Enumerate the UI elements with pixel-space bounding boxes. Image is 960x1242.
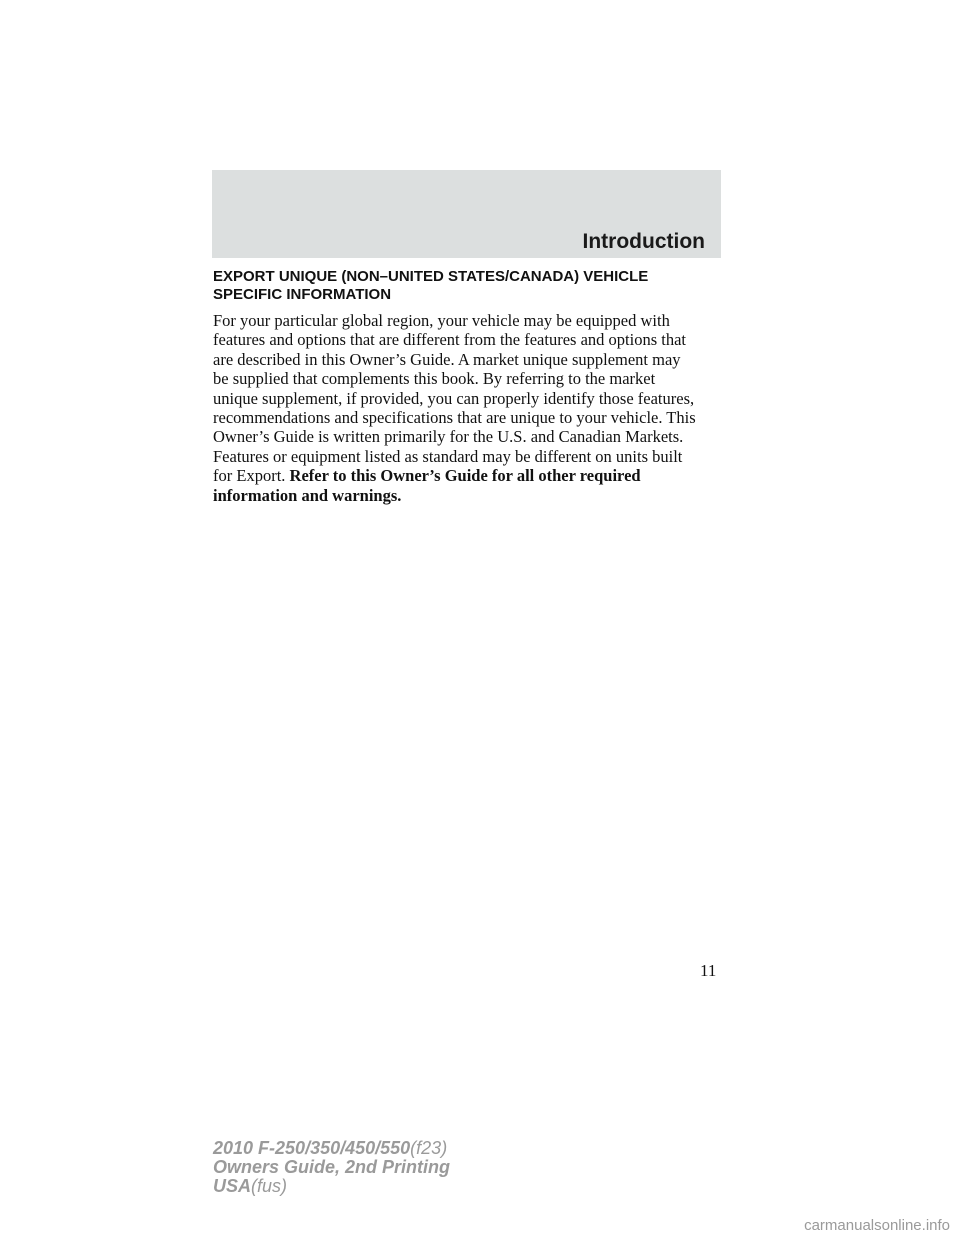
paragraph-line: are described in this Owner’s Guide. A market unique supplement may [213, 349, 681, 369]
body-paragraph [213, 311, 723, 505]
paragraph-line: Owner’s Guide is written primarily for the U.S. and Canadian Markets. [213, 427, 684, 447]
paragraph-line: Features or equipment listed as standard may be different on units built [213, 446, 683, 466]
watermark: carmanualsonline.info [804, 1217, 950, 1234]
heading-line: SPECIFIC INFORMATION [213, 286, 392, 303]
footer-line [213, 1177, 450, 1196]
paragraph-text: for Export. [213, 466, 290, 486]
page-number: 11 [700, 961, 717, 980]
section-header-band [212, 170, 721, 258]
bold-note: Refer to this Owner’s Guide for all other required [289, 466, 641, 486]
bold-note: information and warnings. [213, 485, 402, 505]
paragraph-line: recommendations and specifications that are unique to your vehicle. This [213, 408, 696, 428]
paragraph-line [213, 466, 723, 485]
footer-line [213, 1139, 450, 1158]
footer-region-code: (fus) [251, 1176, 288, 1196]
paragraph-line: unique supplement, if provided, you can properly identify those features, [213, 388, 695, 408]
paragraph-line: features and options that are different from the features and options that [213, 330, 686, 350]
section-title: Introduction [582, 230, 705, 253]
paragraph-line: be supplied that complements this book. By referring to the market [213, 369, 656, 389]
section-heading [213, 268, 723, 304]
footer-code: (f23) [410, 1138, 448, 1158]
footer-model: 2010 F-250/350/450/550 [213, 1138, 411, 1158]
export-info-section [213, 268, 723, 505]
paragraph-line [213, 486, 723, 505]
paragraph-line: For your particular global region, your vehicle may be equipped with [213, 311, 670, 330]
footer-line: Owners Guide, 2nd Printing [213, 1157, 451, 1177]
document-footer [213, 1139, 450, 1196]
heading-line: EXPORT UNIQUE (NON–UNITED STATES/CANADA) VEHICLE [213, 268, 649, 285]
footer-region: USA [213, 1176, 252, 1196]
